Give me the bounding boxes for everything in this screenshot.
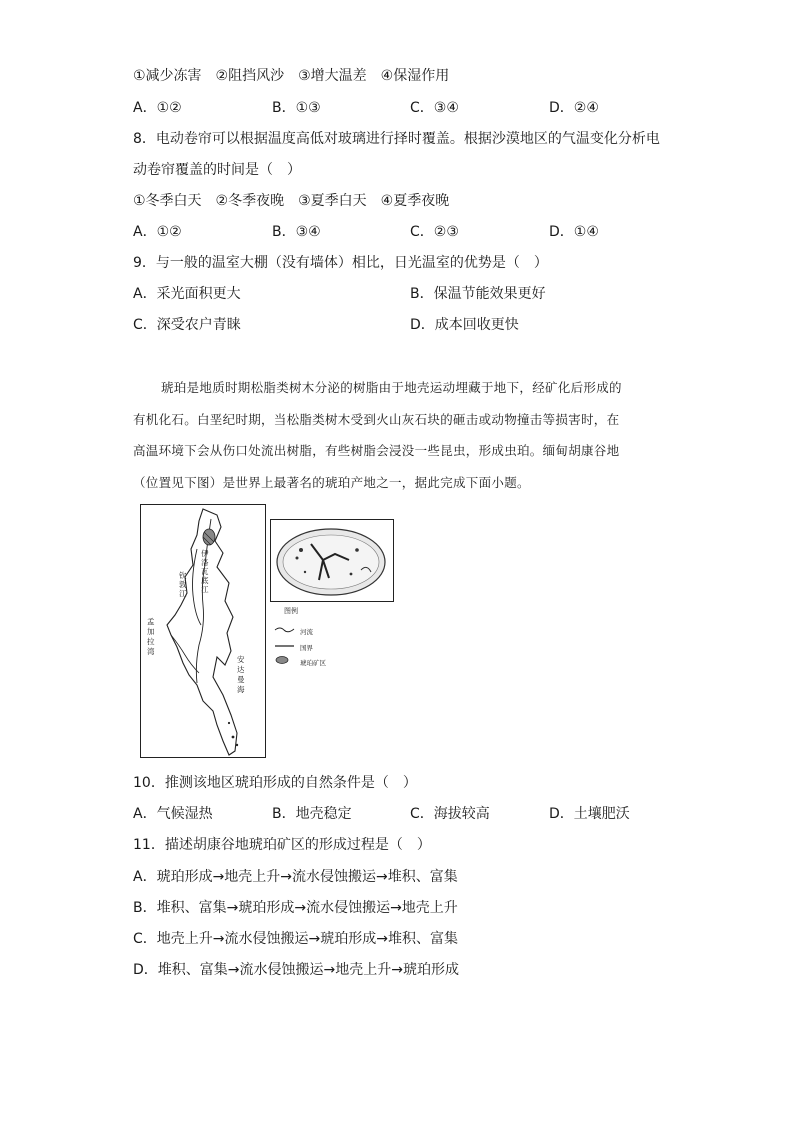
myanmar-map [140,504,266,758]
legend-river: 河流 [300,628,313,636]
passage-line-1: 琥珀是地质时期松脂类树木分泌的树脂由于地壳运动埋藏于地下，经矿化后形成的 [161,380,622,395]
q11-stem: 11．描述胡康谷地琥珀矿区的形成过程是（ ） [133,837,431,853]
q11-option-d: D．堆积、富集→流水侵蚀搬运→地壳上升→琥珀形成 [133,962,459,978]
q8-stem-line2: 动卷帘覆盖的时间是（ ） [133,162,301,178]
q7-choices: ①减少冻害 ②阻挡风沙 ③增大温差 ④保湿作用 [133,68,450,84]
andaman-sea-label: 安达曼海 [237,655,245,694]
q7-option-b: B．①③ [272,100,321,116]
q11-option-a: A．琥珀形成→地壳上升→流水侵蚀搬运→堆积、富集 [133,869,458,885]
chindwin-label: 钦敦江 [179,571,187,598]
passage-line-2: 有机化石。白垩纪时期，当松脂类树木受到火山灰石块的砸击或动物撞击等损害时，在 [133,411,620,427]
q10-option-d: D．土壤肥沃 [549,806,630,822]
q8-stem-line1: 8．电动卷帘可以根据温度高低对玻璃进行择时覆盖。根据沙漠地区的气温变化分析电 [133,131,660,147]
river-symbol [275,628,294,632]
chindwin-river [193,549,202,625]
amber-area-symbol [276,657,288,664]
bay-of-bengal-label: 孟加拉湾 [147,617,155,656]
passage-line-4: （位置见下图）是世界上最著名的琥珀产地之一，据此完成下面小题。 [133,474,530,490]
q8-choices: ①冬季白天 ②冬季夜晚 ③夏季白天 ④夏季夜晚 [133,193,450,209]
q10-stem: 10．推测该地区琥珀形成的自然条件是（ ） [133,775,417,791]
map-legend [270,604,390,674]
legend-symbols [272,626,298,666]
q7-option-d: D．②④ [549,100,599,116]
passage-paragraph [133,372,663,498]
amber-specimen-illustration [271,520,393,601]
q9-option-c: C．深受农户青睐 [133,317,241,333]
q9-option-a: A．采光面积更大 [133,286,241,302]
q8-option-a: A．①② [133,224,182,240]
q10-option-b: B．地壳稳定 [272,806,352,822]
irrawaddy-label: 伊洛瓦底江 [201,549,209,594]
legend-title: 图例 [284,607,298,615]
q11-option-c: C．地壳上升→流水侵蚀搬运→琥珀形成→堆积、富集 [133,931,458,947]
passage-line-3: 高温环境下会从伤口处流出树脂，有些树脂会浸没一些昆虫，形成虫珀。缅甸胡康谷地 [133,443,620,458]
q8-option-d: D．①④ [549,224,599,240]
q11-option-b: B．堆积、富集→琥珀形成→流水侵蚀搬运→地壳上升 [133,900,458,916]
legend-border: 国界 [300,644,313,652]
q7-option-c: C．③④ [410,100,459,116]
q9-option-b: B．保温节能效果更好 [410,286,546,302]
q10-option-c: C．海拔较高 [410,806,490,822]
q8-option-c: C．②③ [410,224,459,240]
q10-option-a: A．气候湿热 [133,806,213,822]
q9-option-d: D．成本回收更快 [410,317,519,333]
legend-amber-area: 琥珀矿区 [300,659,326,667]
q7-option-a: A．①② [133,100,182,116]
q8-option-b: B．③④ [272,224,321,240]
map-drawing [141,505,265,757]
amber-photo [270,519,394,602]
q9-stem: 9．与一般的温室大棚（没有墙体）相比，日光温室的优势是（ ） [133,255,548,271]
